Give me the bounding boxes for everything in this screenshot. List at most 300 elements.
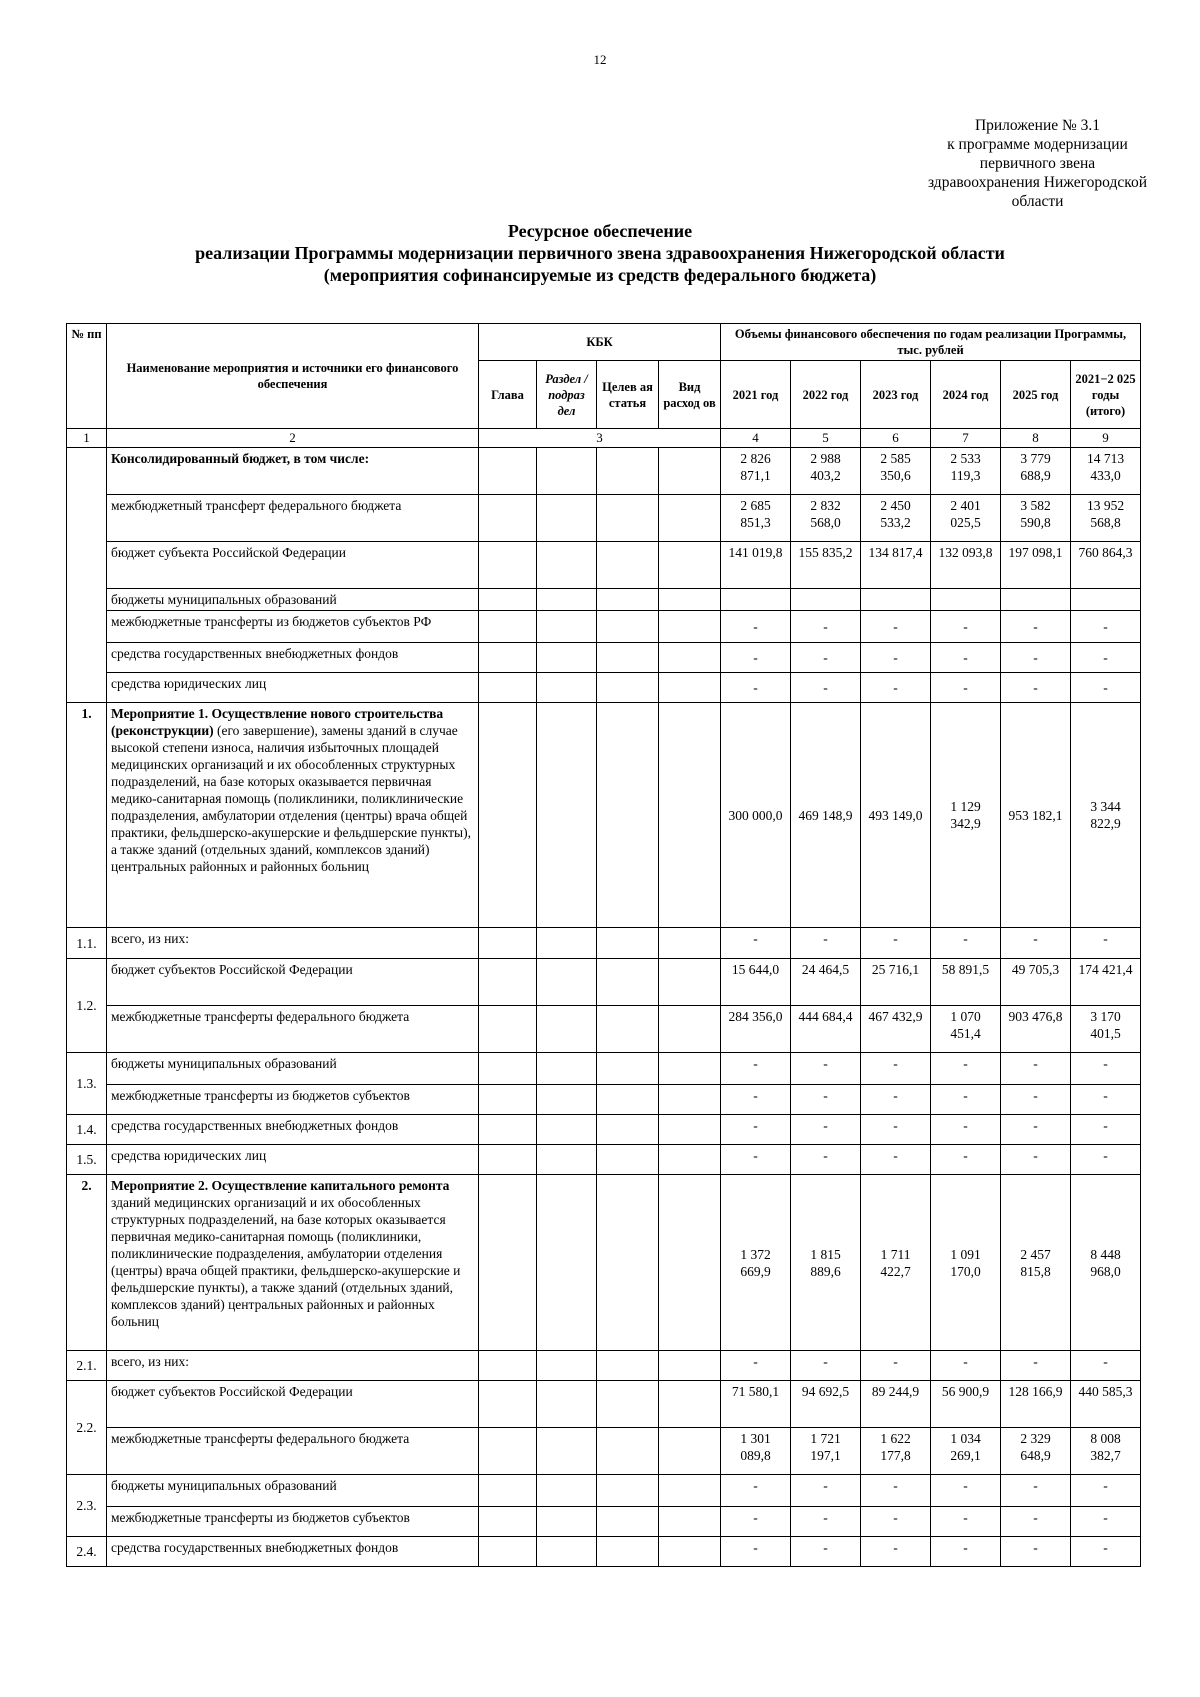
header-vid: Вид расход ов [659, 361, 721, 429]
pp-cell: 1. [67, 703, 107, 928]
value-cell: 13 952 568,8 [1071, 495, 1141, 542]
kbk-cell [537, 643, 597, 673]
value-cell: - [791, 1537, 861, 1567]
value-cell: - [1001, 928, 1071, 959]
value-cell: - [1071, 673, 1141, 703]
kbk-cell [479, 928, 537, 959]
kbk-cell [597, 1428, 659, 1475]
kbk-cell [597, 495, 659, 542]
value-cell: - [1071, 1053, 1141, 1085]
kbk-cell [479, 643, 537, 673]
table-row [67, 703, 1141, 928]
table-row [67, 1175, 1141, 1351]
table-row [67, 1115, 1141, 1145]
kbk-cell [659, 959, 721, 1006]
value-cell: 2 685 851,3 [721, 495, 791, 542]
kbk-cell [537, 611, 597, 643]
kbk-cell [479, 1053, 537, 1085]
resource-table [66, 323, 1141, 1567]
value-cell: - [721, 1507, 791, 1537]
value-cell: - [861, 1537, 931, 1567]
value-cell: 2 401 025,5 [931, 495, 1001, 542]
kbk-cell [537, 1053, 597, 1085]
value-cell: 58 891,5 [931, 959, 1001, 1006]
kbk-cell [597, 542, 659, 589]
table-row [67, 1537, 1141, 1567]
kbk-cell [659, 703, 721, 928]
value-cell: - [721, 1145, 791, 1175]
value-cell: - [861, 1115, 931, 1145]
value-cell: 141 019,8 [721, 542, 791, 589]
value-cell: 14 713 433,0 [1071, 448, 1141, 495]
header-glava: Глава [479, 361, 537, 429]
value-cell [861, 589, 931, 611]
kbk-cell [537, 673, 597, 703]
row-name: средства государственных внебюджетных фондов [107, 1115, 479, 1145]
col-number: 9 [1071, 429, 1141, 448]
kbk-cell [659, 1537, 721, 1567]
value-cell: - [721, 1475, 791, 1507]
kbk-cell [537, 1085, 597, 1115]
kbk-cell [537, 1175, 597, 1351]
row-name: бюджет субъектов Российской Федерации [107, 959, 479, 1006]
kbk-cell [597, 1145, 659, 1175]
value-cell: - [931, 1115, 1001, 1145]
col-number: 3 [479, 429, 721, 448]
value-cell: 2 457 815,8 [1001, 1175, 1071, 1351]
value-cell: 2 329 648,9 [1001, 1428, 1071, 1475]
kbk-cell [597, 1537, 659, 1567]
kbk-cell [597, 448, 659, 495]
table-row [67, 448, 1141, 495]
value-cell: - [861, 1475, 931, 1507]
value-cell: - [861, 928, 931, 959]
value-cell: - [1071, 1145, 1141, 1175]
value-cell: 1 129 342,9 [931, 703, 1001, 928]
row-name: средства государственных внебюджетных фондов [107, 643, 479, 673]
appendix-line: области [1011, 193, 1064, 210]
value-cell: - [931, 1085, 1001, 1115]
value-cell [931, 589, 1001, 611]
value-cell: 132 093,8 [931, 542, 1001, 589]
kbk-cell [479, 1006, 537, 1053]
table-row [67, 1381, 1141, 1428]
value-cell: - [861, 1145, 931, 1175]
kbk-cell [659, 1085, 721, 1115]
value-cell: - [1071, 1507, 1141, 1537]
table-row [67, 1006, 1141, 1053]
value-cell: 24 464,5 [791, 959, 861, 1006]
value-cell: - [721, 1537, 791, 1567]
value-cell: 1 301 089,8 [721, 1428, 791, 1475]
kbk-cell [659, 1175, 721, 1351]
value-cell: - [721, 673, 791, 703]
value-cell: - [861, 611, 931, 643]
measure-description: (его завершение), замены зданий в случае высокой степени износа, наличия избыточных площадей медицинских организаций и их обособленных структурных подразделений, на базе которых оказывается первичная медико-санитарная помощь (поликлиники, поликлинические подразделения, амбулатории отделения (центры) врача общей практики, фельдшерско-акушерские и фельдшерские пункты), а также зданий (отдельных зданий, комплексов зданий) центральных районных и районных больниц [111, 723, 471, 874]
value-cell: - [721, 928, 791, 959]
row-name: межбюджетные трансферты федерального бюджета [107, 1428, 479, 1475]
value-cell [791, 589, 861, 611]
table-row [67, 1428, 1141, 1475]
value-cell: 300 000,0 [721, 703, 791, 928]
value-cell: - [931, 1475, 1001, 1507]
page-number: 12 [593, 52, 607, 67]
col-number: 6 [861, 429, 931, 448]
table-row [67, 542, 1141, 589]
kbk-cell [597, 1351, 659, 1381]
value-cell: 1 091 170,0 [931, 1175, 1001, 1351]
kbk-cell [659, 495, 721, 542]
appendix-note [900, 116, 1175, 211]
value-cell: - [1001, 1507, 1071, 1537]
value-cell: - [1071, 1475, 1141, 1507]
table-row [67, 1507, 1141, 1537]
value-cell: - [1001, 1145, 1071, 1175]
header-name: Наименование мероприятия и источники его финансового обеспечения [107, 324, 479, 429]
value-cell: 128 166,9 [1001, 1381, 1071, 1428]
row-name: средства юридических лиц [107, 1145, 479, 1175]
value-cell: - [791, 1351, 861, 1381]
kbk-cell [597, 1175, 659, 1351]
table-row [67, 611, 1141, 643]
kbk-cell [537, 703, 597, 928]
kbk-cell [659, 589, 721, 611]
value-cell: 2 533 119,3 [931, 448, 1001, 495]
value-cell: - [721, 643, 791, 673]
kbk-cell [597, 589, 659, 611]
kbk-cell [479, 1085, 537, 1115]
value-cell: 2 585 350,6 [861, 448, 931, 495]
kbk-cell [597, 611, 659, 643]
kbk-cell [479, 448, 537, 495]
table-row [67, 495, 1141, 542]
kbk-cell [479, 542, 537, 589]
value-cell: - [931, 928, 1001, 959]
value-cell: 25 716,1 [861, 959, 931, 1006]
value-cell: - [931, 1537, 1001, 1567]
pp-cell: 1.1. [67, 928, 107, 959]
row-name: Консолидированный бюджет, в том числе: [107, 448, 479, 495]
value-cell: 8 008 382,7 [1071, 1428, 1141, 1475]
header-razdel: Раздел / подраз дел [537, 361, 597, 429]
row-name: всего, из них: [107, 1351, 479, 1381]
col-number: 4 [721, 429, 791, 448]
value-cell: - [791, 673, 861, 703]
kbk-cell [659, 1507, 721, 1537]
value-cell: 469 148,9 [791, 703, 861, 928]
value-cell: 2 832 568,0 [791, 495, 861, 542]
appendix-line: здравоохранения Нижегородской [927, 174, 1148, 191]
value-cell: - [1001, 1053, 1071, 1085]
table-row [67, 1145, 1141, 1175]
value-cell: - [1071, 1537, 1141, 1567]
table-row [67, 673, 1141, 703]
value-cell: - [1001, 611, 1071, 643]
value-cell: - [721, 1085, 791, 1115]
kbk-cell [537, 1006, 597, 1053]
value-cell: - [1071, 1115, 1141, 1145]
value-cell: - [791, 643, 861, 673]
kbk-cell [659, 448, 721, 495]
value-cell: - [721, 1115, 791, 1145]
kbk-cell [659, 1006, 721, 1053]
value-cell: - [791, 1475, 861, 1507]
value-cell: - [721, 611, 791, 643]
value-cell: 493 149,0 [861, 703, 931, 928]
kbk-cell [597, 1006, 659, 1053]
kbk-cell [597, 1507, 659, 1537]
value-cell: 174 421,4 [1071, 959, 1141, 1006]
pp-cell: 2.2. [67, 1381, 107, 1475]
appendix-line: Приложение № 3.1 [974, 117, 1101, 134]
value-cell: - [1001, 1475, 1071, 1507]
kbk-cell [537, 448, 597, 495]
kbk-cell [659, 928, 721, 959]
kbk-cell [537, 928, 597, 959]
kbk-cell [537, 959, 597, 1006]
value-cell: 467 432,9 [861, 1006, 931, 1053]
pp-cell: 2.3. [67, 1475, 107, 1537]
header-year-2021: 2021 год [721, 361, 791, 429]
row-name: бюджет субъекта Российской Федерации [107, 542, 479, 589]
value-cell: - [1071, 928, 1141, 959]
pp-cell: 2. [67, 1175, 107, 1351]
header-volumes: Объемы финансового обеспечения по годам реализации Программы, тыс. рублей [721, 324, 1141, 361]
kbk-cell [597, 1475, 659, 1507]
kbk-cell [597, 928, 659, 959]
kbk-cell [597, 673, 659, 703]
kbk-cell [537, 495, 597, 542]
value-cell: 1 372 669,9 [721, 1175, 791, 1351]
kbk-cell [597, 1115, 659, 1145]
value-cell: 8 448 968,0 [1071, 1175, 1141, 1351]
value-cell: - [931, 1145, 1001, 1175]
kbk-cell [479, 1175, 537, 1351]
value-cell: 1 815 889,6 [791, 1175, 861, 1351]
value-cell: - [791, 1053, 861, 1085]
value-cell: 1 721 197,1 [791, 1428, 861, 1475]
kbk-cell [479, 673, 537, 703]
value-cell: 3 779 688,9 [1001, 448, 1071, 495]
kbk-cell [479, 495, 537, 542]
value-cell: 197 098,1 [1001, 542, 1071, 589]
row-name: межбюджетные трансферты федерального бюджета [107, 1006, 479, 1053]
kbk-cell [479, 703, 537, 928]
table-row [67, 928, 1141, 959]
kbk-cell [479, 1475, 537, 1507]
header-total: 2021−2 025 годы (итого) [1071, 361, 1141, 429]
col-number: 1 [67, 429, 107, 448]
value-cell: 94 692,5 [791, 1381, 861, 1428]
row-name: всего, из них: [107, 928, 479, 959]
value-cell: 760 864,3 [1071, 542, 1141, 589]
value-cell: - [1001, 673, 1071, 703]
kbk-cell [659, 673, 721, 703]
measure-name [107, 1175, 479, 1351]
value-cell: - [1001, 1537, 1071, 1567]
header-year-2022: 2022 год [791, 361, 861, 429]
kbk-cell [479, 589, 537, 611]
measure-description: зданий медицинских организаций и их обособленных структурных подразделений, на базе которых оказывается первичная медико-санитарная помощь (поликлиники, поликлинические подразделения, амбулатории отделения (центры) врача общей практики, фельдшерско-акушерские и фельдшерские пункты), а также зданий (отдельных зданий, комплексов зданий) центральных районных и районных больниц [111, 1195, 461, 1329]
value-cell: 440 585,3 [1071, 1381, 1141, 1428]
title-line: реализации Программы модернизации первичного звена здравоохранения Нижегородской области [195, 243, 1005, 263]
header-pp: № пп [67, 324, 107, 429]
table-row [67, 1475, 1141, 1507]
value-cell: - [861, 1507, 931, 1537]
row-name: бюджеты муниципальных образований [107, 1053, 479, 1085]
col-number: 2 [107, 429, 479, 448]
pp-cell [67, 448, 107, 703]
value-cell: - [931, 1053, 1001, 1085]
kbk-cell [597, 1381, 659, 1428]
kbk-cell [659, 1053, 721, 1085]
value-cell: 3 344 822,9 [1071, 703, 1141, 928]
row-name: средства государственных внебюджетных фондов [107, 1537, 479, 1567]
kbk-cell [659, 611, 721, 643]
header-kbk: КБК [479, 324, 721, 361]
value-cell: 71 580,1 [721, 1381, 791, 1428]
kbk-cell [537, 542, 597, 589]
value-cell: 134 817,4 [861, 542, 931, 589]
header-year-2024: 2024 год [931, 361, 1001, 429]
value-cell: - [931, 611, 1001, 643]
value-cell: - [1071, 1351, 1141, 1381]
value-cell: 903 476,8 [1001, 1006, 1071, 1053]
value-cell: 2 988 403,2 [791, 448, 861, 495]
kbk-cell [537, 1351, 597, 1381]
kbk-cell [537, 1475, 597, 1507]
value-cell: 2 826 871,1 [721, 448, 791, 495]
value-cell: 2 450 533,2 [861, 495, 931, 542]
value-cell: 444 684,4 [791, 1006, 861, 1053]
value-cell: - [791, 1115, 861, 1145]
value-cell: - [1001, 1115, 1071, 1145]
table-row [67, 589, 1141, 611]
kbk-cell [597, 1053, 659, 1085]
kbk-cell [479, 611, 537, 643]
value-cell: - [1001, 1085, 1071, 1115]
value-cell: 3 170 401,5 [1071, 1006, 1141, 1053]
value-cell: - [1001, 1351, 1071, 1381]
kbk-cell [659, 1475, 721, 1507]
value-cell: - [861, 1053, 931, 1085]
measure-name [107, 703, 479, 928]
value-cell: - [931, 1507, 1001, 1537]
value-cell: 89 244,9 [861, 1381, 931, 1428]
row-name: бюджет субъектов Российской Федерации [107, 1381, 479, 1428]
row-name: межбюджетные трансферты из бюджетов субъектов [107, 1507, 479, 1537]
pp-cell: 1.4. [67, 1115, 107, 1145]
appendix-line: первичного звена [979, 155, 1096, 172]
value-cell: 284 356,0 [721, 1006, 791, 1053]
col-number: 7 [931, 429, 1001, 448]
row-name: средства юридических лиц [107, 673, 479, 703]
kbk-cell [479, 1145, 537, 1175]
value-cell: 1 034 269,1 [931, 1428, 1001, 1475]
kbk-cell [537, 1115, 597, 1145]
kbk-cell [597, 1085, 659, 1115]
kbk-cell [537, 1428, 597, 1475]
value-cell: 953 182,1 [1001, 703, 1071, 928]
pp-cell: 1.5. [67, 1145, 107, 1175]
kbk-cell [659, 1115, 721, 1145]
col-number: 8 [1001, 429, 1071, 448]
table-row [67, 1085, 1141, 1115]
value-cell: 49 705,3 [1001, 959, 1071, 1006]
title-line: Ресурсное обеспечение [507, 221, 693, 241]
value-cell: - [791, 611, 861, 643]
kbk-cell [537, 1145, 597, 1175]
table-row [67, 1351, 1141, 1381]
value-cell: 3 582 590,8 [1001, 495, 1071, 542]
kbk-cell [659, 1351, 721, 1381]
value-cell: - [861, 673, 931, 703]
row-name: межбюджетный трансферт федерального бюджета [107, 495, 479, 542]
kbk-cell [537, 589, 597, 611]
kbk-cell [659, 1381, 721, 1428]
kbk-cell [537, 1507, 597, 1537]
kbk-cell [659, 542, 721, 589]
value-cell: - [791, 1507, 861, 1537]
value-cell: - [721, 1351, 791, 1381]
measure-title: Мероприятие 1. Осуществление нового строительства (реконструкции) [111, 706, 444, 738]
value-cell: - [861, 643, 931, 673]
pp-cell: 2.4. [67, 1537, 107, 1567]
row-name: межбюджетные трансферты из бюджетов субъектов РФ [107, 611, 479, 643]
value-cell [1001, 589, 1071, 611]
table-row [67, 1053, 1141, 1085]
pp-cell: 2.1. [67, 1351, 107, 1381]
title-line: (мероприятия софинансируемые из средств федерального бюджета) [323, 265, 877, 285]
col-number: 5 [791, 429, 861, 448]
row-name: бюджеты муниципальных образований [107, 589, 479, 611]
value-cell: 1 070 451,4 [931, 1006, 1001, 1053]
kbk-cell [479, 1381, 537, 1428]
value-cell: - [931, 673, 1001, 703]
table-row [67, 643, 1141, 673]
value-cell: - [861, 1351, 931, 1381]
header-year-2025: 2025 год [1001, 361, 1071, 429]
kbk-cell [537, 1381, 597, 1428]
value-cell: 1 622 177,8 [861, 1428, 931, 1475]
header-year-2023: 2023 год [861, 361, 931, 429]
value-cell: 15 644,0 [721, 959, 791, 1006]
kbk-cell [479, 1115, 537, 1145]
kbk-cell [479, 959, 537, 1006]
document-title [100, 220, 1100, 286]
value-cell [721, 589, 791, 611]
row-name: бюджеты муниципальных образований [107, 1475, 479, 1507]
kbk-cell [479, 1537, 537, 1567]
value-cell: - [931, 1351, 1001, 1381]
kbk-cell [659, 643, 721, 673]
value-cell: - [791, 1145, 861, 1175]
kbk-cell [479, 1351, 537, 1381]
table-row [67, 959, 1141, 1006]
appendix-line: к программе модернизации [947, 136, 1128, 153]
kbk-cell [479, 1507, 537, 1537]
value-cell: 155 835,2 [791, 542, 861, 589]
kbk-cell [597, 959, 659, 1006]
value-cell: - [1071, 611, 1141, 643]
value-cell: - [721, 1053, 791, 1085]
value-cell: - [1071, 1085, 1141, 1115]
value-cell: 56 900,9 [931, 1381, 1001, 1428]
kbk-cell [597, 703, 659, 928]
measure-title: Мероприятие 2. Осуществление капитального ремонта [111, 1178, 450, 1193]
value-cell [1071, 589, 1141, 611]
value-cell: - [791, 1085, 861, 1115]
